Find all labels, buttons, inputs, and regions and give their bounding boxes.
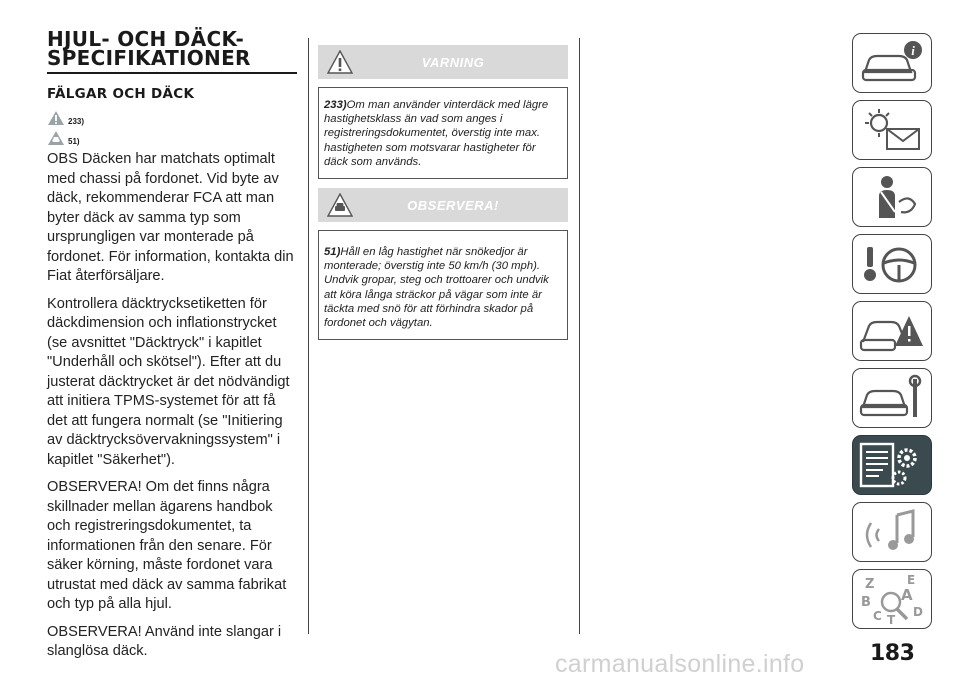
warning-number: 233) [324,99,347,111]
car-note-icon [327,193,353,217]
car-wrench-icon [857,373,927,423]
multimedia-icon [857,507,927,557]
page-number: 183 [870,641,915,666]
warning-reference-number: 233) [68,117,85,126]
warning-reference[interactable] [47,108,299,126]
warning-triangle-icon [327,50,353,74]
index-letters-icon [857,572,927,626]
tab-multimedia[interactable] [852,502,932,562]
tab-specifications[interactable] [852,435,932,495]
tab-safety[interactable] [852,167,932,227]
svg-text:i: i [911,43,915,58]
warning-body [318,87,568,179]
svg-text:E: E [907,573,916,587]
section-title: HJUL- OCH DÄCK- SPECIFIKATIONER [47,27,251,70]
tab-index[interactable] [852,569,932,629]
svg-text:B: B [861,595,871,610]
watermark-text: carmanualsonline.info [555,650,805,678]
main-text-column [47,27,299,662]
note-box [318,188,568,340]
column-divider [579,38,580,634]
paragraph-document-difference: OBSERVERA! Om det finns några skillnader mellan ägarens handbok och registreringsdokumentet, ta informationen från den senare. För säker körning, måste fordonet vara utrustat med däck av samma fabrikat och typ på alla hjul. [47,479,287,612]
tab-maintenance[interactable] [852,368,932,428]
note-body [318,230,568,340]
paragraph-tubeless: OBSERVERA! Använd inte slangar i slanglösa däck. [47,623,282,659]
tab-lights-messages[interactable] [852,100,932,160]
paragraph-tyre-replacement: OBS Däcken har matchats optimalt med chassi på fordonet. Vid byte av däck, rekommenderar FCA att man byter däck av samma typ som ursprungligen var monterade på fordonet. För information, kontakta din Fiat återförsäljare. [47,151,294,284]
note-reference-number: 51) [68,137,80,146]
note-number: 51) [324,246,341,258]
warning-triangle-icon [47,110,65,126]
tab-car-info[interactable] [852,33,932,93]
note-heading: OBSERVERA! [407,197,499,213]
note-header [318,188,568,222]
tab-emergency[interactable] [852,301,932,361]
seatbelt-airbag-icon [857,172,927,222]
svg-text:C: C [873,609,882,623]
car-info-icon [857,38,927,88]
warning-text: Om man använder vinterdäck med lägre hastighetsklass än vad som anges i registreringsdokumentet, överstig inte max. hastigheten som motsvarar hastigheter för däck som används. [324,99,549,168]
car-note-icon [47,130,65,146]
warning-heading: VARNING [421,54,485,70]
title-underline [47,72,297,74]
warning-header [318,45,568,79]
paragraph-tyre-pressure: Kontrollera däcktrycksetiketten för däckdimension och inflationstrycket (se avsnittet "Däcktryck" i kapitlet "Underhåll och skötsel"). Efter att du justerat däcktrycket är det nödvändigt att initiera TPMS-systemet för att få det att fungera normalt (se "Initiering av däcktrycksövervakningssystem" i kapitlet "Säkerhet"). [47,295,290,468]
specifications-gears-icon [855,438,929,492]
lights-envelope-icon [857,105,927,155]
svg-text:T: T [887,613,896,626]
emergency-triangle-icon [857,306,927,356]
svg-text:Z: Z [865,577,875,592]
tab-starting-driving[interactable] [852,234,932,294]
note-text: Håll en låg hastighet när snökedjor är monterade; överstig inte 50 km/h (30 mph). Undvik gropar, steg och trottoarer och undvik att köra långa sträckor på vägar som inte är täckta med snö för att förhindra skador på fordonet och vägytan. [324,246,549,330]
svg-text:D: D [913,605,923,619]
subsection-title: FÄLGAR OCH DÄCK [47,86,195,102]
warning-box [318,45,568,179]
key-steering-wheel-icon [857,239,927,289]
column-divider [308,38,309,634]
note-reference[interactable] [47,128,299,146]
svg-text:A: A [901,586,913,604]
